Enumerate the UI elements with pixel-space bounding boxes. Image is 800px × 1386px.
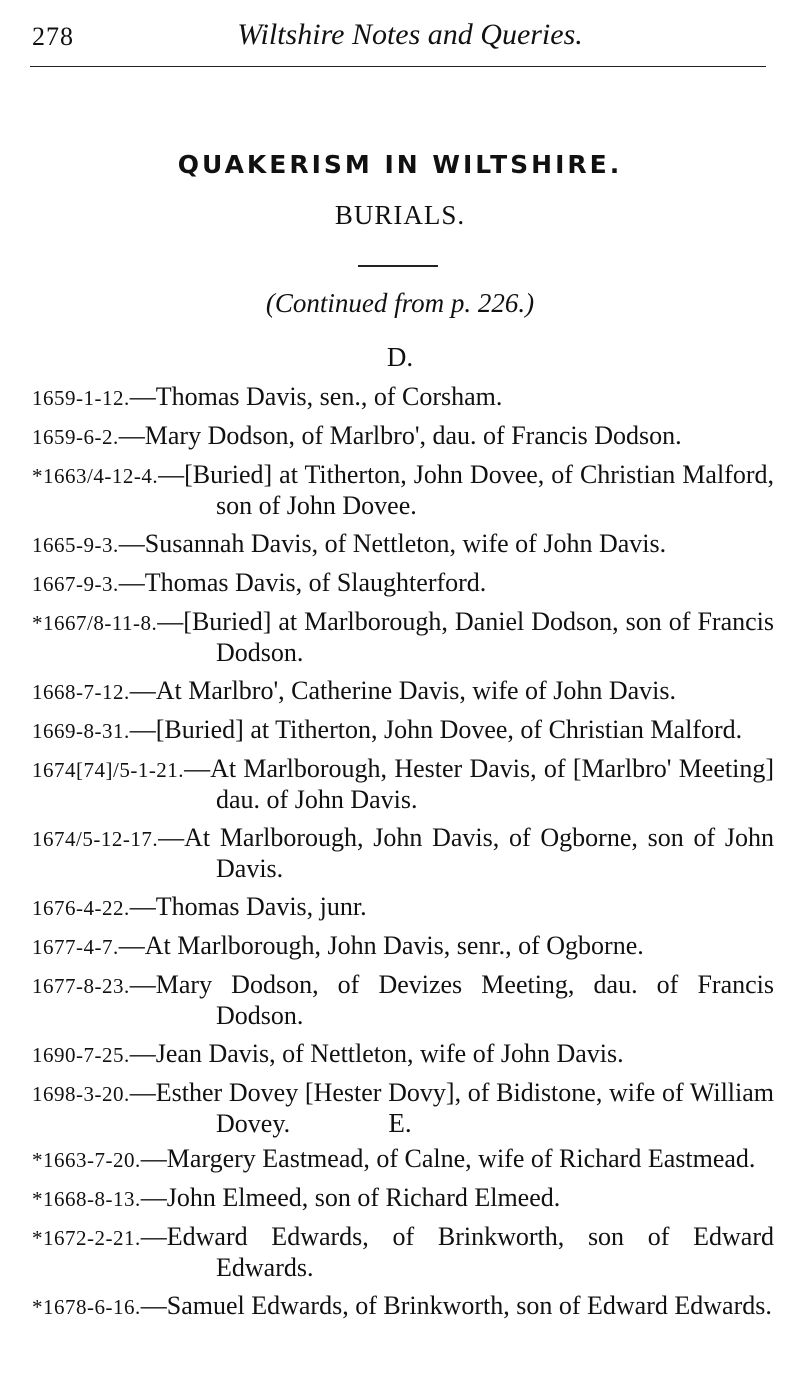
entry-text: —Mary Dodson, of Devizes Meeting, dau. of Francis Dodson. [129,970,774,1030]
entry-text: —John Elmeed, son of Richard Elmeed. [140,1183,561,1212]
burial-entry [32,892,774,923]
burial-entry [32,1183,774,1214]
burial-entry [32,715,774,746]
entry-text: —[Buried] at Marlborough, Daniel Dodson, son of Francis Dodson. [157,607,774,667]
burial-entry [32,460,774,521]
entry-text: —Margery Eastmead, of Calne, wife of Richard Eastmead. [140,1144,756,1173]
entry-date: *1663-7-20. [32,1148,141,1172]
title-divider [358,265,438,267]
entry-date: 1677-4-7. [32,935,119,959]
burial-entry [32,1144,774,1175]
burial-entry [32,529,774,560]
burial-entry [32,1039,774,1070]
burial-entry [32,1291,774,1322]
section-letter-d: D. [386,342,414,372]
entry-text: —Mary Dodson, of Marlbro', dau. of Francis Dodson. [118,421,682,450]
article-subtitle: BURIALS. [334,200,466,230]
entry-text: —Thomas Davis, sen., of Corsham. [129,382,503,411]
entry-date: 1690-7-25. [32,1043,130,1067]
entry-text: —At Marlborough, Hester Davis, of [Marlbro' Meeting] dau. of John Davis. [184,754,774,814]
page-number: 278 [32,22,74,51]
entry-date: 1659-6-2. [32,425,119,449]
entry-date: *1668-8-13. [32,1187,141,1211]
entry-date: 1665-9-3. [32,533,119,557]
entry-text: —Thomas Davis, junr. [129,892,367,921]
entry-text: —Thomas Davis, of Slaughterford. [118,568,487,597]
burial-entry [32,970,774,1031]
entry-date: *1678-6-16. [32,1295,141,1319]
entry-date: *1663/4-12-4. [32,464,159,488]
entry-text: —Samuel Edwards, of Brinkworth, son of Edward Edwards. [140,1291,772,1320]
continued-note: (Continued from p. 226.) [265,288,535,318]
burial-entry [32,754,774,815]
section-letter-e: E. [388,1108,412,1138]
entry-text: —[Buried] at Titherton, John Dovee, of Christian Malford. [129,715,743,744]
burial-entry [32,823,774,884]
entry-date: 1669-8-31. [32,719,130,743]
entry-text: —Jean Davis, of Nettleton, wife of John Davis. [129,1039,624,1068]
section-e-entries [32,1144,774,1330]
section-d-entries [32,382,774,1147]
burial-entry [32,676,774,707]
article-title: QUAKERISM IN WILTSHIRE. [177,150,623,179]
entry-date: 1698-3-20. [32,1082,130,1106]
entry-text: —[Buried] at Titherton, John Dovee, of Christian Malford, son of John Dovee. [158,460,774,520]
running-title: Wiltshire Notes and Queries. [237,18,583,51]
entry-date: 1674/5-12-17. [32,827,159,851]
entry-date: *1667/8-11-8. [32,611,158,635]
burial-entry [32,382,774,413]
entry-date: 1659-1-12. [32,386,130,410]
entry-text: —Esther Dovey [Hester Dovy], of Bidistone, wife of William Dovey. [129,1078,774,1138]
entry-date: 1677-8-23. [32,974,130,998]
entry-text: —Susannah Davis, of Nettleton, wife of John Davis. [118,529,667,558]
entry-text: —At Marlbro', Catherine Davis, wife of John Davis. [129,676,676,705]
entry-text: —At Marlborough, John Davis, senr., of Ogborne. [118,931,644,960]
entry-text: —At Marlborough, John Davis, of Ogborne, son of John Davis. [158,823,774,883]
burial-entry [32,1222,774,1283]
burial-entry [32,931,774,962]
entry-date: *1672-2-21. [32,1226,141,1250]
header-rule [30,66,766,67]
entry-date: 1668-7-12. [32,680,130,704]
entry-date: 1667-9-3. [32,572,119,596]
burial-entry [32,421,774,452]
entry-text: —Edward Edwards, of Brinkworth, son of Edward Edwards. [140,1222,774,1282]
burial-entry [32,607,774,668]
entry-date: 1676-4-22. [32,896,130,920]
burial-entry [32,568,774,599]
entry-date: 1674[74]/5-1-21. [32,758,185,782]
